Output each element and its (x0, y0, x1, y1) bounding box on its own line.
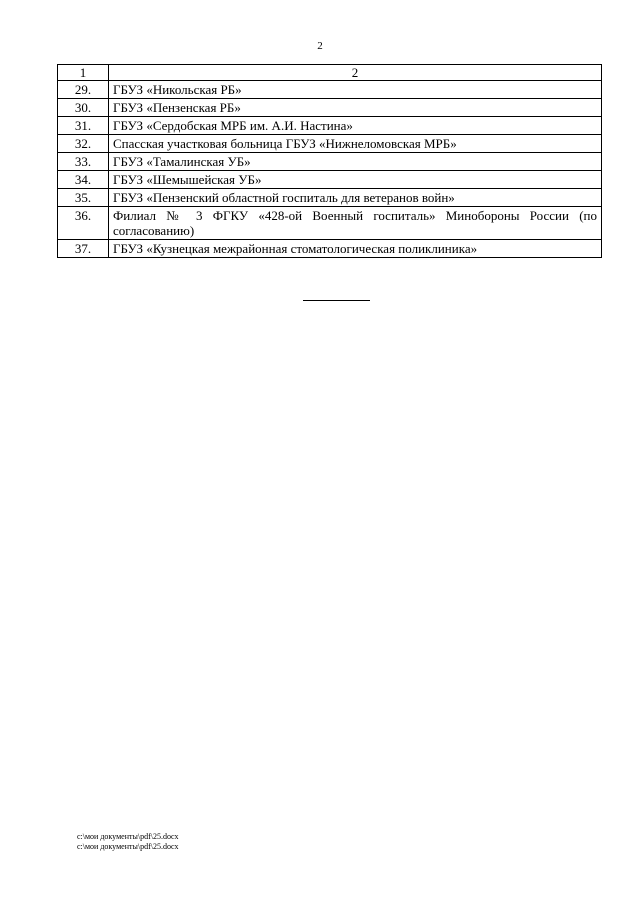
institution-name: ГБУЗ «Сердобская МРБ им. А.И. Настина» (109, 117, 602, 135)
table-row (58, 135, 602, 153)
institution-name: Филиал № 3 ФГКУ «428-ой Военный госпиталь» Минобороны России (по согласованию) (109, 207, 602, 240)
end-of-document-rule (303, 300, 370, 301)
institutions-table (57, 64, 602, 258)
table-header-row (58, 65, 602, 81)
column-header-number: 1 (58, 65, 109, 81)
row-number: 35. (58, 189, 109, 207)
row-number: 34. (58, 171, 109, 189)
institution-name: ГБУЗ «Кузнецкая межрайонная стоматологическая поликлиника» (109, 240, 602, 258)
row-number: 30. (58, 99, 109, 117)
row-number: 32. (58, 135, 109, 153)
institution-name: ГБУЗ «Никольская РБ» (109, 81, 602, 99)
row-number: 37. (58, 240, 109, 258)
table-row (58, 153, 602, 171)
column-header-name: 2 (109, 65, 602, 81)
row-number: 36. (58, 207, 109, 240)
institution-name: Спасская участковая больница ГБУЗ «Нижнеломовская МРБ» (109, 135, 602, 153)
footer-line: c:\мои документы\pdf\25.docx (77, 832, 179, 841)
table-row (58, 81, 602, 99)
institution-name: ГБУЗ «Пензенская РБ» (109, 99, 602, 117)
table-row (58, 207, 602, 240)
institution-name: ГБУЗ «Тамалинская УБ» (109, 153, 602, 171)
institution-name: ГБУЗ «Пензенский областной госпиталь для ветеранов войн» (109, 189, 602, 207)
footer-file-path (77, 832, 179, 852)
table-row (58, 171, 602, 189)
row-number: 33. (58, 153, 109, 171)
table-row (58, 99, 602, 117)
footer-line: c:\мои документы\pdf\25.docx (77, 842, 179, 851)
table-row (58, 117, 602, 135)
page-number: 2 (317, 40, 323, 52)
table-row (58, 189, 602, 207)
institution-name: ГБУЗ «Шемышейская УБ» (109, 171, 602, 189)
row-number: 29. (58, 81, 109, 99)
table-row (58, 240, 602, 258)
row-number: 31. (58, 117, 109, 135)
